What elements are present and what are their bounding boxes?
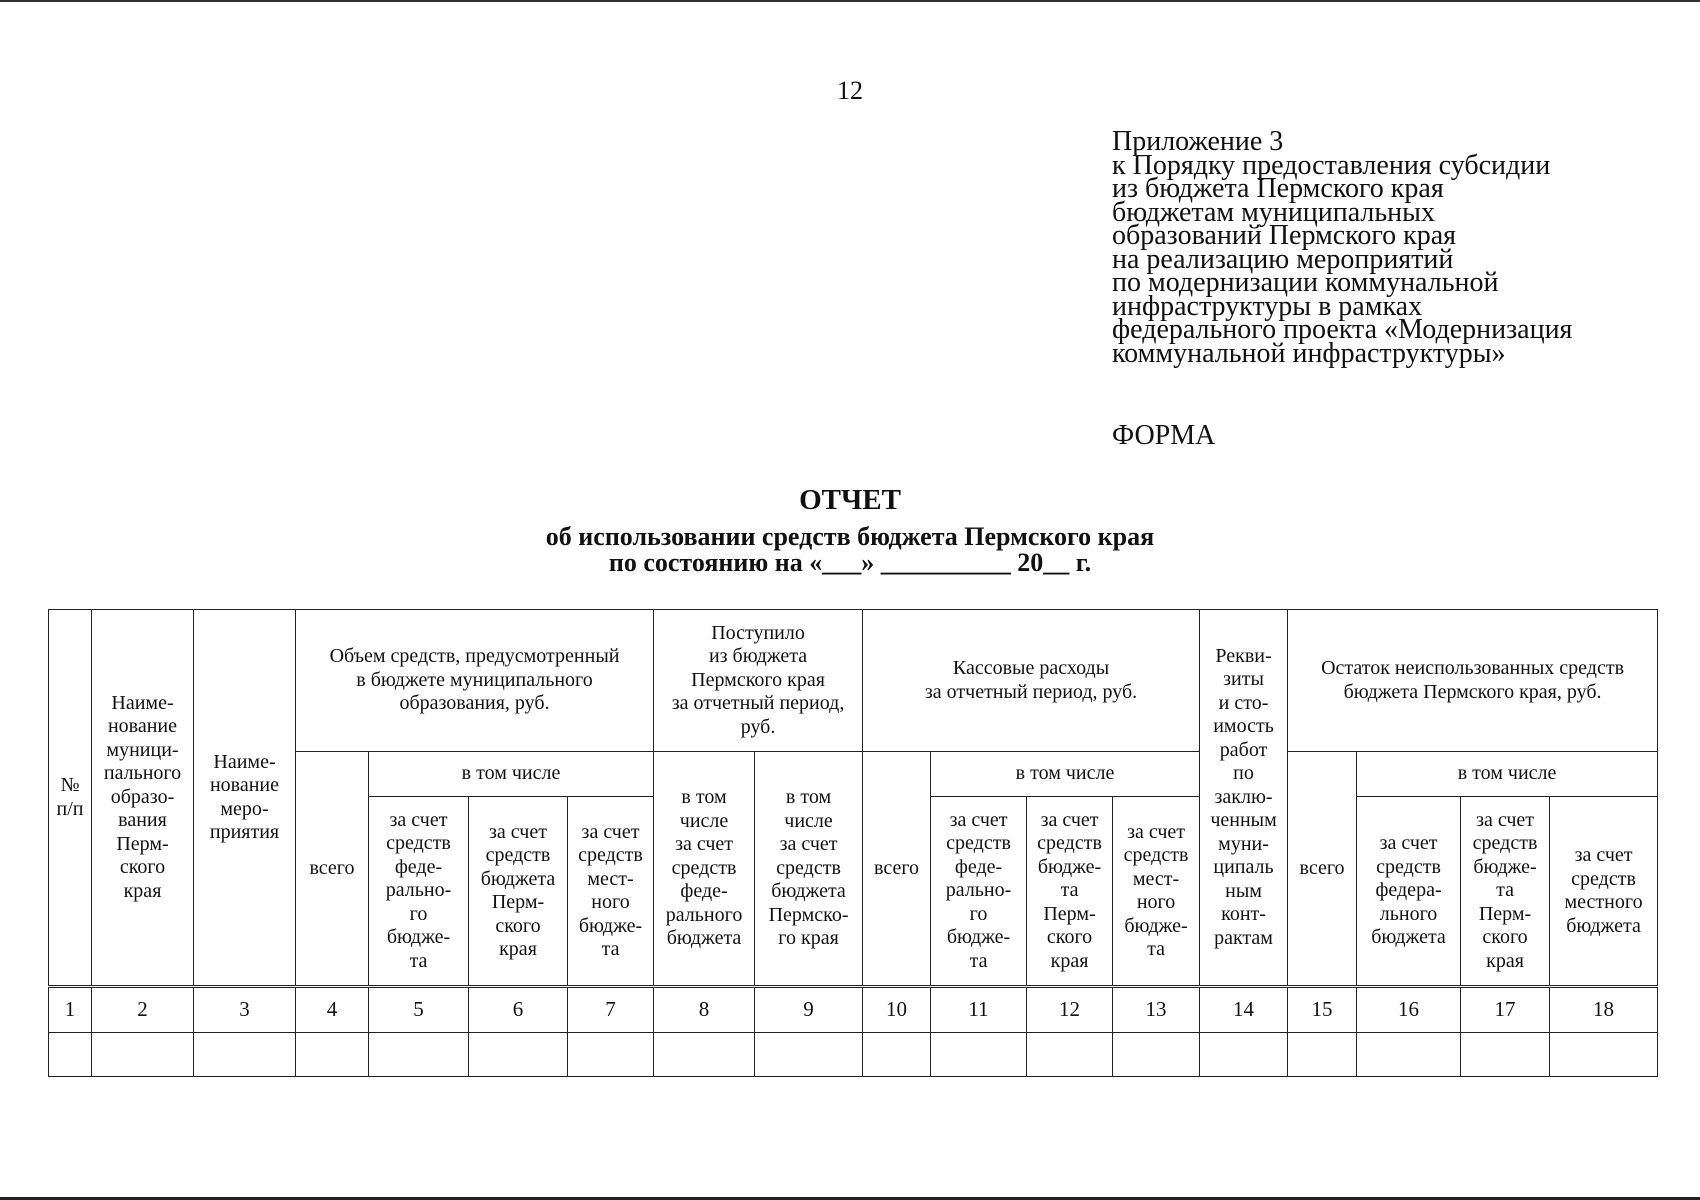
column-number: 14 <box>1200 987 1288 1033</box>
column-number: 3 <box>194 987 296 1033</box>
table-cell[interactable] <box>755 1033 863 1077</box>
column-number: 18 <box>1550 987 1658 1033</box>
header-cell-budget-total: всего <box>296 752 369 987</box>
table-cell[interactable] <box>1550 1033 1658 1077</box>
appendix-line: на реализацию мероприятий <box>1112 243 1454 275</box>
appendix-line: по модернизации коммунальной <box>1112 267 1499 298</box>
table-cell[interactable] <box>296 1033 369 1077</box>
header-cell-received-federal: в том числе за счет средств феде- рального бюджета <box>654 752 755 987</box>
header-cell-received-perm: в том числе за счет средств бюджета Пермско- го края <box>755 752 863 987</box>
table-cell[interactable] <box>1027 1033 1113 1077</box>
column-number-row <box>49 987 1658 1033</box>
column-number: 1 <box>49 987 92 1033</box>
header-group-budget: Объем средств, предусмотренный в бюджете муниципального образования, руб. <box>296 610 654 752</box>
header-cell-cash-including: в том числе <box>931 752 1200 797</box>
header-cell-budget-local: за счет средств мест- ного бюдже- та <box>568 797 654 987</box>
table-cell[interactable] <box>369 1033 469 1077</box>
header-cell-event: Наиме- нование меро- приятия <box>194 610 296 987</box>
subtitle-line: по состоянию на «___» __________ 20__ г. <box>608 548 1092 577</box>
table-cell[interactable] <box>931 1033 1027 1077</box>
page-number: 12 <box>837 76 863 105</box>
table-cell[interactable] <box>1357 1033 1461 1077</box>
column-number: 4 <box>296 987 369 1033</box>
column-number: 15 <box>1288 987 1357 1033</box>
header-cell-cash-local: за счет средств мест- ного бюдже- та <box>1113 797 1200 987</box>
header-cell-remainder-including: в том числе <box>1357 752 1658 797</box>
column-number: 2 <box>92 987 194 1033</box>
header-cell-remainder-local: за счет средств местного бюджета <box>1550 797 1658 987</box>
appendix-line: к Порядку предоставления субсидии <box>1112 149 1551 181</box>
form-label: ФОРМА <box>1112 420 1216 451</box>
table-cell[interactable] <box>1288 1033 1357 1077</box>
appendix-line: инфраструктуры в рамках <box>1112 290 1423 322</box>
column-number: 12 <box>1027 987 1113 1033</box>
table-cell[interactable] <box>654 1033 755 1077</box>
header-cell-municipality: Наиме- нование муници- пального образо- вания Перм- ского края <box>92 610 194 987</box>
table-row <box>49 1033 1658 1077</box>
appendix-line: бюджетам муниципальных <box>1112 196 1435 228</box>
table-cell[interactable] <box>1200 1033 1288 1077</box>
header-cell-budget-including: в том числе <box>369 752 654 797</box>
header-cell-remainder-federal: за счет средств федера- льного бюджета <box>1357 797 1461 987</box>
header-group-cash-expenses: Кассовые расходы за отчетный период, руб. <box>863 610 1200 752</box>
header-cell-remainder-perm: за счет средств бюдже- та Перм- ского края <box>1461 797 1550 987</box>
header-cell-budget-perm: за счет средств бюджета Перм- ского края <box>469 797 568 987</box>
header-group-remainder: Остаток неиспользованных средств бюджета Пермского края, руб. <box>1288 610 1658 752</box>
header-cell-number: № п/п <box>49 610 92 987</box>
header-cell-requisites: Рекви- зиты и сто- имость работ по заклю- ченным муни- ципаль ным конт- рактам <box>1200 610 1288 987</box>
table-cell[interactable] <box>49 1033 92 1077</box>
table-cell[interactable] <box>1113 1033 1200 1077</box>
header-cell-budget-federal: за счет средств феде- рально- го бюдже- та <box>369 797 469 987</box>
column-number: 11 <box>931 987 1027 1033</box>
header-cell-remainder-total: всего <box>1288 752 1357 987</box>
column-number: 13 <box>1113 987 1200 1033</box>
appendix-line: федерального проекта «Модернизация <box>1112 314 1573 345</box>
appendix-reference <box>1112 126 1652 369</box>
appendix-line: образований Пермского края <box>1112 220 1457 251</box>
header-group-received: Поступило из бюджета Пермского края за отчетный период, руб. <box>654 610 863 752</box>
column-number: 16 <box>1357 987 1461 1033</box>
report-subtitle <box>0 524 1700 576</box>
column-number: 7 <box>568 987 654 1033</box>
table-cell[interactable] <box>568 1033 654 1077</box>
subtitle-line: об использовании средств бюджета Пермского края <box>545 522 1155 551</box>
table-cell[interactable] <box>1461 1033 1550 1077</box>
table-cell[interactable] <box>863 1033 931 1077</box>
column-number: 17 <box>1461 987 1550 1033</box>
column-number: 6 <box>469 987 568 1033</box>
column-number: 8 <box>654 987 755 1033</box>
table-cell[interactable] <box>469 1033 568 1077</box>
header-cell-cash-total: всего <box>863 752 931 987</box>
column-number: 10 <box>863 987 931 1033</box>
appendix-line: Приложение 3 <box>1112 126 1284 157</box>
table-header-row <box>49 610 1658 752</box>
report-title: ОТЧЕТ <box>799 484 901 516</box>
appendix-line: коммунальной инфраструктуры» <box>1112 337 1506 369</box>
table-cell[interactable] <box>92 1033 194 1077</box>
report-table <box>48 609 1658 1077</box>
column-number: 5 <box>369 987 469 1033</box>
column-number: 9 <box>755 987 863 1033</box>
table-cell[interactable] <box>194 1033 296 1077</box>
header-cell-cash-federal: за счет средств феде- рально- го бюдже- та <box>931 797 1027 987</box>
header-cell-cash-perm: за счет средств бюдже- та Перм- ского края <box>1027 797 1113 987</box>
appendix-line: из бюджета Пермского края <box>1112 173 1444 204</box>
